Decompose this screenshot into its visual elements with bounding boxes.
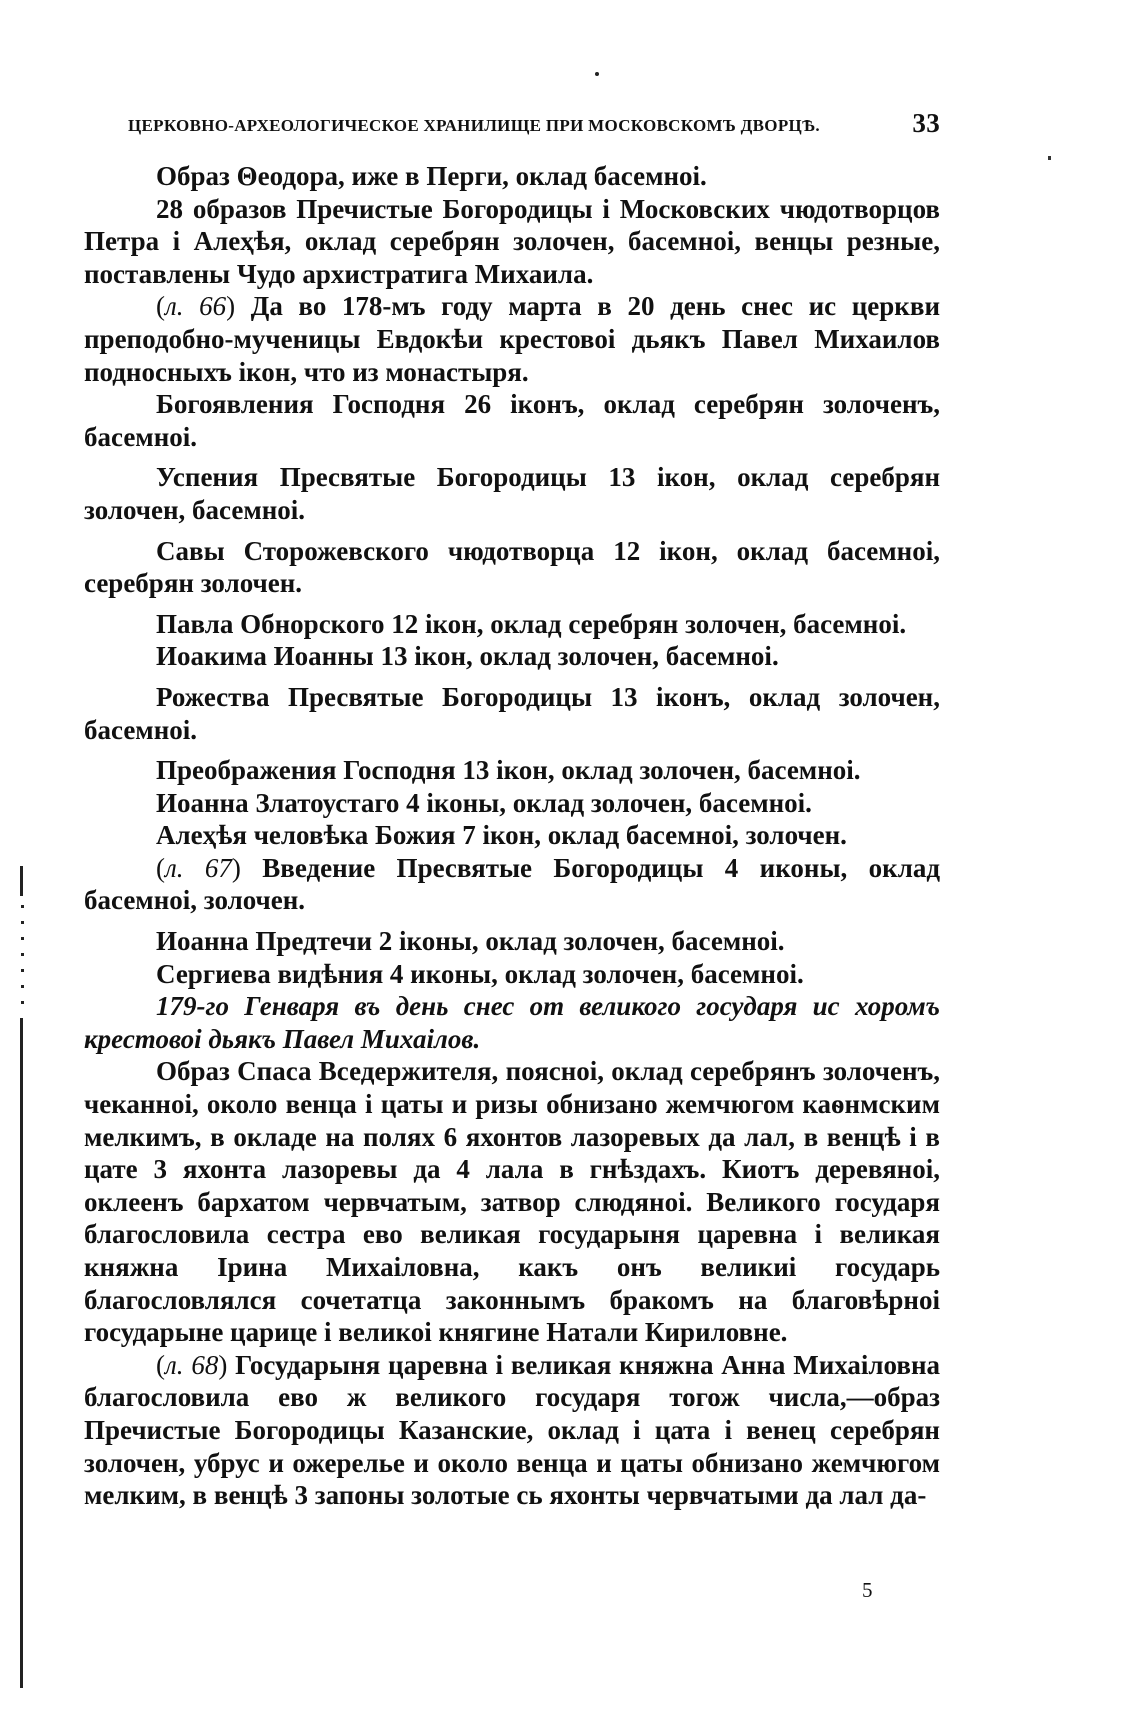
paragraph-text: Образ Спаса Вседержителя, поясноі, оклад серебрянъ золоченъ, чеканноі, около венца і цаты и ризы обнизано жемчюгом каѳнмским мелкимъ, в окладе на полях 6 яхонтов лазоревых да лал, в венцѣ і в цате 3 яхонта лазоревы да 4 лала в гнѣздахъ. Киотъ деревяноі, оклеенъ бархатом червчатым, затвор слюдяноі. Великого государя благословила сестра ево великая государыня царевна і великая княжна Ірина Михаіловна, какъ онъ великиі государь благословлялся сочетатца законнымъ бракомъ на благовѣрноі государыне царице і великоі княгине Натали Кириловне. [84,1056,940,1348]
paragraph [84,1055,940,1348]
folio-reference: (л. 67) [156,852,241,883]
paragraph-text: Государыня царевна і великая княжна Анна Михаіловна благословила ево ж великого государя тогож числа,—образ Пречистые Богородицы Казанские, оклад і цата і венец серебрян золочен, убрус и ожерелье и около венца и цаты обнизано жемчюгом мелким, в венцѣ 3 запоны золотые сь яхонты червчатыми да лал да- [84,1349,941,1511]
paragraph [84,193,940,291]
margin-rule [20,1018,23,1688]
paragraph [84,1349,940,1512]
paragraph [84,290,940,388]
paragraph [84,787,940,820]
paragraph-text: Савы Сторожевского чюдотворца 12 ікон, оклад басемноі, серебрян золочен. [84,535,940,599]
paragraph-text: Алеҳѣя человѣка Божия 7 ікон, оклад басемноі, золочен. [156,820,847,851]
signature-mark: 5 [862,1578,873,1602]
paragraph [84,160,940,193]
paragraph [84,681,940,746]
paragraph [84,819,940,852]
stray-dot [595,72,599,76]
paragraph [84,640,940,673]
paragraph [84,535,940,600]
page-number: 33 [912,108,940,138]
paragraph-text: Преображения Господня 13 ікон, оклад золочен, басемноі. [156,755,861,786]
paragraph [84,388,940,453]
paragraph-text: Иоанна Златоустаго 4 іконы, оклад золочен, басемноі. [156,787,812,818]
paragraph-text: Иоанна Предтечи 2 іконы, оклад золочен, басемноі. [156,926,785,957]
paragraph-text: Иоакима Иоанны 13 ікон, оклад золочен, басемноі. [156,641,779,672]
paragraph-text: 28 образов Пречистые Богородицы і Московских чюдотворцов Петра і Алеҳѣя, оклад серебрян золочен, басемноі, венцы резные, поставлены Чудо архистратига Михаила. [84,193,940,289]
paragraph [84,958,940,991]
paragraph-text: Да во 178-мъ году марта в 20 день снес ис церкви преподобно-мученицы Евдокѣи крестовоі дьякъ Павел Михаилов подносныхъ ікон, что из монастыря. [84,291,940,387]
stray-mark [1048,156,1051,160]
paragraph [84,608,940,641]
margin-dotted-rule [21,905,24,1005]
running-title: ЦЕРКОВНО-АРХЕОЛОГИЧЕСКОЕ ХРАНИЛИЩЕ ПРИ МОСКОВСКОМЪ ДВОРЦѢ. [128,116,820,135]
italic-heading [84,990,940,1055]
paragraph-text: Рожества Пресвятые Богородицы 13 іконъ, оклад золочен, басемноі. [84,681,940,745]
body-text [84,160,940,1512]
paragraph-text: Образ Θеодора, иже в Перги, оклад басемноі. [156,161,707,191]
paragraph-text: Павла Обнорского 12 ікон, оклад серебрян золочен, басемноі. [156,608,907,639]
paragraph [84,461,940,526]
paragraph [84,754,940,787]
folio-reference: (л. 66) [156,291,236,322]
paragraph-text: 179-го Генваря въ день снес от великого государя ис хоромъ крестовоі дьякъ Павел Михаілов. [84,991,940,1054]
paragraph-text: Введение Пресвятые Богородицы 4 иконы, оклад басемноі, золочен. [84,852,941,916]
paragraph [84,925,940,958]
folio-reference: (л. 68) [156,1349,228,1380]
paragraph-text: Сергиева видѣния 4 иконы, оклад золочен, басемноі. [156,958,804,989]
running-header [128,108,940,138]
margin-rule [20,866,23,896]
paragraph-text: Успения Пресвятые Богородицы 13 ікон, оклад серебрян золочен, басемноі. [84,462,940,525]
paragraph-text: Богоявления Господня 26 іконъ, оклад серебрян золоченъ, басемноі. [84,389,940,452]
paragraph [84,852,940,917]
